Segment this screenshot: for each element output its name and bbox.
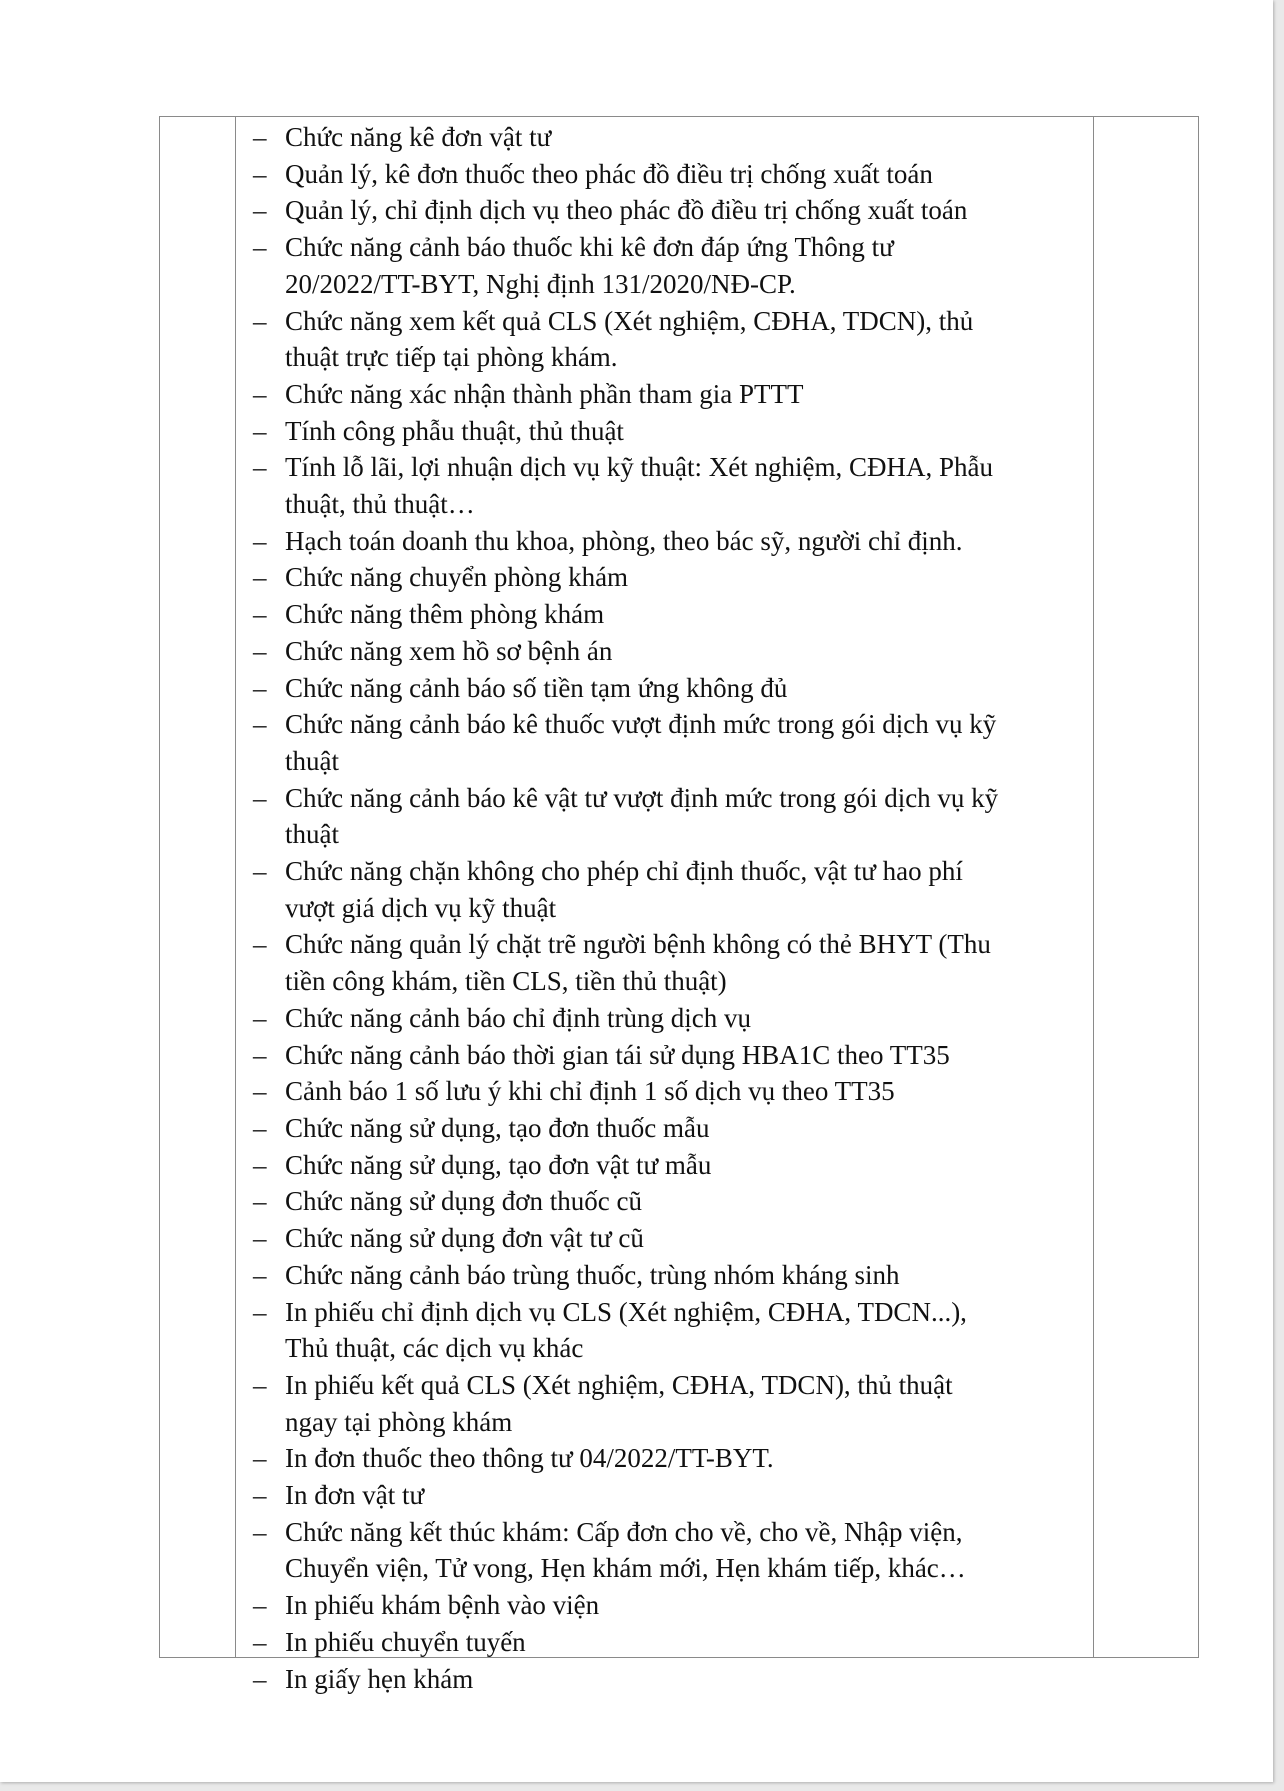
dash-bullet: –: [253, 1076, 267, 1107]
feature-text: Thủ thuật, các dịch vụ khác: [285, 1333, 584, 1364]
feature-text: Chức năng kê đơn vật tư: [285, 122, 552, 152]
feature-list-item: [253, 596, 1083, 633]
feature-text: Chức năng thêm phòng khám: [285, 599, 605, 630]
dash-bullet: –: [253, 1443, 267, 1474]
feature-list-item: [253, 119, 1083, 156]
feature-text: Chức năng kết thúc khám: Cấp đơn cho về, cho về, Nhập viện,: [285, 1516, 963, 1547]
dash-bullet: –: [253, 856, 267, 887]
feature-text: In đơn thuốc theo thông tư 04/2022/TT-BYT.: [285, 1443, 774, 1474]
feature-text: thuật: [285, 819, 339, 850]
dash-bullet: –: [253, 122, 267, 152]
dash-bullet: –: [253, 1112, 267, 1143]
feature-text: Chuyển viện, Tử vong, Hẹn khám mới, Hẹn khám tiếp, khác…: [285, 1553, 966, 1584]
feature-list-item: [253, 1514, 1083, 1587]
dash-bullet: –: [253, 378, 267, 409]
feature-text: Chức năng cảnh báo thời gian tái sử dụng HBA1C theo TT35: [285, 1039, 950, 1070]
feature-list-item: [253, 1477, 1083, 1514]
feature-text: 20/2022/TT-BYT, Nghị định 131/2020/NĐ-CP.: [285, 268, 796, 299]
feature-text: Quản lý, kê đơn thuốc theo phác đồ điều trị chống xuất toán: [285, 158, 933, 189]
feature-text: Chức năng cảnh báo kê vật tư vượt định mức trong gói dịch vụ kỹ: [285, 782, 999, 813]
feature-text: Chức năng cảnh báo số tiền tạm ứng không đủ: [285, 672, 788, 703]
dash-bullet: –: [253, 1002, 267, 1033]
feature-list-item: [253, 1587, 1083, 1624]
feature-text: In phiếu khám bệnh vào viện: [285, 1590, 600, 1621]
dash-bullet: –: [253, 672, 267, 703]
dash-bullet: –: [253, 709, 267, 740]
dash-bullet: –: [253, 635, 267, 666]
feature-list-item: [253, 1440, 1083, 1477]
feature-list-item: [253, 670, 1083, 707]
feature-list-item: [253, 192, 1083, 229]
feature-table: [159, 116, 1199, 1694]
feature-text: Chức năng sử dụng đơn thuốc cũ: [285, 1186, 642, 1217]
dash-bullet: –: [253, 562, 267, 593]
feature-text: Chức năng xem kết quả CLS (Xét nghiệm, CĐHA, TDCN), thủ: [285, 305, 974, 336]
feature-text: In phiếu kết quả CLS (Xét nghiệm, CĐHA, TDCN), thủ thuật: [285, 1369, 953, 1400]
feature-list-item: [253, 1147, 1083, 1184]
feature-text: tiền công khám, tiền CLS, tiền thủ thuật): [285, 966, 727, 997]
feature-text: Chức năng sử dụng, tạo đơn thuốc mẫu: [285, 1112, 710, 1143]
dash-bullet: –: [253, 195, 267, 226]
feature-text: vượt giá dịch vụ kỹ thuật: [285, 892, 557, 923]
feature-list-item: [253, 1037, 1083, 1074]
feature-list-item: [253, 1183, 1083, 1220]
column-divider: [1093, 117, 1094, 1657]
feature-text: Chức năng xác nhận thành phần tham gia PTTT: [285, 378, 804, 409]
feature-list: [253, 119, 1083, 1697]
dash-bullet: –: [253, 1296, 267, 1327]
dash-bullet: –: [253, 1149, 267, 1180]
dash-bullet: –: [253, 1516, 267, 1547]
feature-text: Chức năng cảnh báo trùng thuốc, trùng nhóm kháng sinh: [285, 1259, 900, 1290]
dash-bullet: –: [253, 1663, 267, 1694]
feature-list-item: [253, 1257, 1083, 1294]
dash-bullet: –: [253, 1590, 267, 1621]
feature-list-item: [253, 1220, 1083, 1257]
feature-text: Chức năng xem hồ sơ bệnh án: [285, 635, 613, 666]
feature-text: Chức năng quản lý chặt trẽ người bệnh không có thẻ BHYT (Thu: [285, 929, 991, 960]
feature-list-item: [253, 156, 1083, 193]
feature-list-item: [253, 559, 1083, 596]
feature-text: thuật: [285, 745, 339, 776]
feature-list-item: [253, 1073, 1083, 1110]
feature-text: thuật, thủ thuật…: [285, 489, 475, 520]
feature-text: Cảnh báo 1 số lưu ý khi chỉ định 1 số dịch vụ theo TT35: [285, 1076, 895, 1107]
feature-text: Chức năng chặn không cho phép chỉ định thuốc, vật tư hao phí: [285, 856, 963, 887]
feature-list-item: [253, 1661, 1083, 1698]
feature-list-item: [253, 376, 1083, 413]
feature-text: ngay tại phòng khám: [285, 1406, 513, 1437]
feature-list-item: [253, 523, 1083, 560]
feature-list-item: [253, 1367, 1083, 1440]
column-divider: [235, 117, 236, 1657]
feature-list-item: [253, 633, 1083, 670]
dash-bullet: –: [253, 158, 267, 189]
feature-list-item: [253, 413, 1083, 450]
feature-text: Quản lý, chỉ định dịch vụ theo phác đồ điều trị chống xuất toán: [285, 195, 968, 226]
feature-list-item: [253, 780, 1083, 853]
feature-list-item: [253, 926, 1083, 999]
dash-bullet: –: [253, 305, 267, 336]
feature-text: Chức năng chuyển phòng khám: [285, 562, 629, 593]
dash-bullet: –: [253, 1369, 267, 1400]
dash-bullet: –: [253, 1480, 267, 1511]
feature-list-item: [253, 1000, 1083, 1037]
dash-bullet: –: [253, 415, 267, 446]
dash-bullet: –: [253, 1259, 267, 1290]
feature-text: In phiếu chuyển tuyến: [285, 1626, 526, 1657]
feature-text: Hạch toán doanh thu khoa, phòng, theo bác sỹ, người chỉ định.: [285, 525, 963, 556]
feature-list-item: [253, 1624, 1083, 1661]
feature-list-item: [253, 449, 1083, 522]
feature-text: Chức năng cảnh báo chỉ định trùng dịch vụ: [285, 1002, 752, 1033]
feature-text: Chức năng sử dụng đơn vật tư cũ: [285, 1223, 644, 1254]
feature-text: In đơn vật tư: [285, 1480, 425, 1511]
dash-bullet: –: [253, 1039, 267, 1070]
feature-list-item: [253, 1110, 1083, 1147]
dash-bullet: –: [253, 929, 267, 960]
dash-bullet: –: [253, 452, 267, 483]
dash-bullet: –: [253, 782, 267, 813]
dash-bullet: –: [253, 1186, 267, 1217]
dash-bullet: –: [253, 525, 267, 556]
feature-text: thuật trực tiếp tại phòng khám.: [285, 342, 618, 373]
dash-bullet: –: [253, 1626, 267, 1657]
feature-text: In giấy hẹn khám: [285, 1663, 474, 1694]
feature-text: In phiếu chỉ định dịch vụ CLS (Xét nghiệm, CĐHA, TDCN...),: [285, 1296, 967, 1327]
feature-list-item: [253, 229, 1083, 302]
dash-bullet: –: [253, 232, 267, 263]
feature-list-item: [253, 303, 1083, 376]
feature-text: Chức năng cảnh báo thuốc khi kê đơn đáp ứng Thông tư: [285, 232, 894, 263]
dash-bullet: –: [253, 1223, 267, 1254]
feature-text: Tính công phẫu thuật, thủ thuật: [285, 415, 624, 446]
feature-text: Chức năng cảnh báo kê thuốc vượt định mức trong gói dịch vụ kỹ: [285, 709, 997, 740]
dash-bullet: –: [253, 599, 267, 630]
feature-list-item: [253, 706, 1083, 779]
feature-list-item: [253, 853, 1083, 926]
feature-list-item: [253, 1294, 1083, 1367]
feature-text: Chức năng sử dụng, tạo đơn vật tư mẫu: [285, 1149, 712, 1180]
feature-text: Tính lỗ lãi, lợi nhuận dịch vụ kỹ thuật: Xét nghiệm, CĐHA, Phẫu: [285, 452, 993, 483]
